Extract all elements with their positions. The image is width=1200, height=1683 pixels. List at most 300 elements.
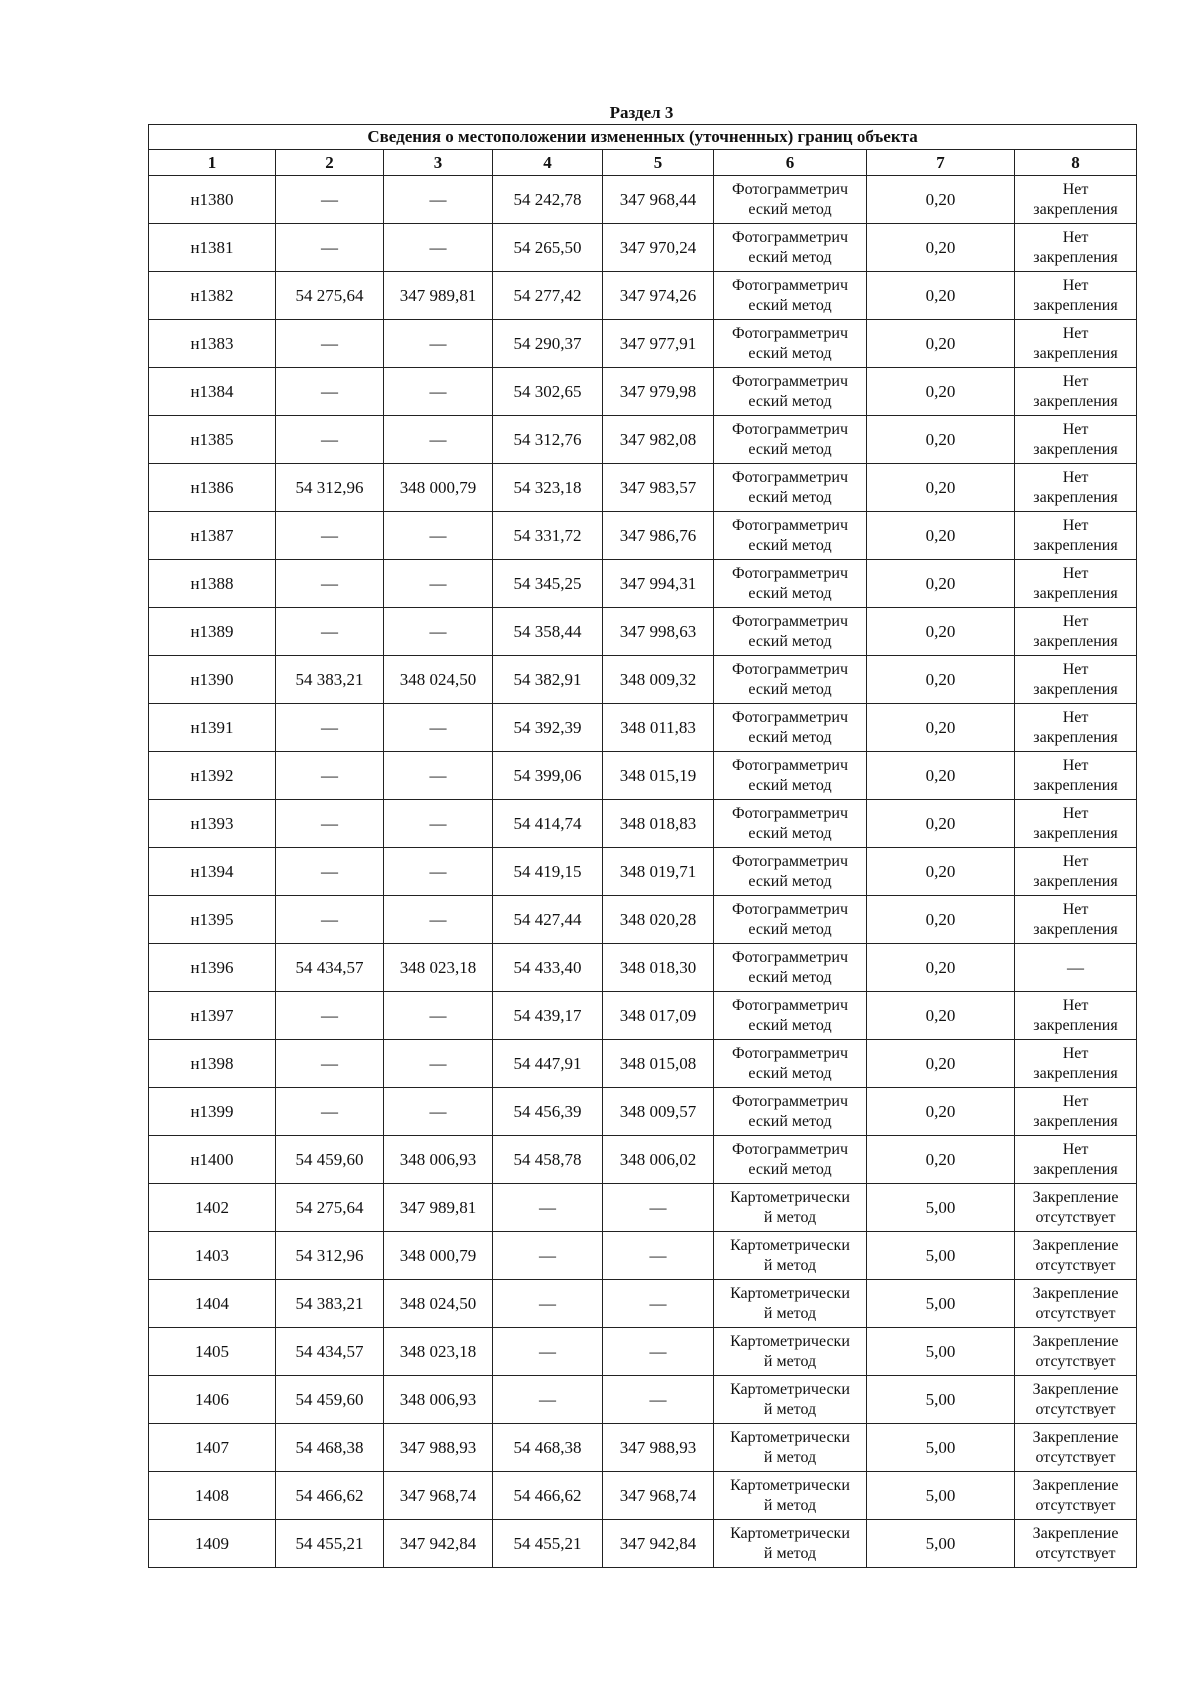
cell-line: закрепления	[1033, 1064, 1118, 1082]
table-cell: —	[276, 176, 384, 224]
table-cell: 347 968,74	[384, 1472, 493, 1520]
cell-line: Закрепление	[1032, 1188, 1119, 1206]
cell-line: еский метод	[748, 584, 832, 602]
table-cell: 54 455,21	[276, 1520, 384, 1568]
table-cell: —	[384, 416, 493, 464]
cell-line: Нет	[1062, 852, 1089, 870]
cell-line: Закрепление	[1032, 1236, 1119, 1254]
table-row	[149, 272, 1137, 320]
table-cell: 5,00	[867, 1472, 1015, 1520]
table-cell	[714, 368, 867, 416]
table-cell: 348 023,18	[384, 1328, 493, 1376]
table-cell: —	[276, 848, 384, 896]
table-row	[149, 416, 1137, 464]
cell-line: Нет	[1062, 228, 1089, 246]
table-cell: 5,00	[867, 1328, 1015, 1376]
table-cell: —	[603, 1328, 714, 1376]
table-cell: 0,20	[867, 464, 1015, 512]
cell-line: Фотограмметрич	[731, 1140, 849, 1158]
cell-line: закрепления	[1033, 536, 1118, 554]
table-cell	[714, 1328, 867, 1376]
table-row	[149, 944, 1137, 992]
column-header: 3	[384, 150, 493, 176]
table-row	[149, 176, 1137, 224]
table-cell	[1015, 1088, 1137, 1136]
table-cell	[714, 1232, 867, 1280]
table-cell	[714, 1376, 867, 1424]
cell-line: Фотограмметрич	[731, 852, 849, 870]
cell-line: закрепления	[1033, 200, 1118, 218]
column-header: 6	[714, 150, 867, 176]
cell-line: Фотограмметрич	[731, 660, 849, 678]
column-header: 1	[149, 150, 276, 176]
table-cell	[714, 176, 867, 224]
table-cell	[714, 608, 867, 656]
table-cell: 54 382,91	[493, 656, 603, 704]
table-cell	[714, 848, 867, 896]
cell-line: й метод	[763, 1448, 817, 1466]
cell-line: Нет	[1062, 708, 1089, 726]
table-cell: н1396	[149, 944, 276, 992]
cell-line: Нет	[1062, 420, 1089, 438]
table-row	[149, 1232, 1137, 1280]
table-cell: —	[276, 1088, 384, 1136]
cell-line: Фотограмметрич	[731, 516, 849, 534]
table-cell: 54 399,06	[493, 752, 603, 800]
table-cell: 1409	[149, 1520, 276, 1568]
table-row	[149, 800, 1137, 848]
cell-line: й метод	[763, 1400, 817, 1418]
table-cell: 347 989,81	[384, 272, 493, 320]
table-cell: н1394	[149, 848, 276, 896]
table-cell	[714, 224, 867, 272]
table-cell: 347 979,98	[603, 368, 714, 416]
table-cell	[1015, 896, 1137, 944]
table-cell	[1015, 1472, 1137, 1520]
cell-line: Нет	[1062, 612, 1089, 630]
table-cell: 1405	[149, 1328, 276, 1376]
cell-line: закрепления	[1033, 344, 1118, 362]
cell-line: закрепления	[1033, 776, 1118, 794]
cell-line: отсутствует	[1035, 1352, 1116, 1370]
boundary-table	[148, 124, 1137, 1568]
column-header: 2	[276, 150, 384, 176]
table-cell: 348 024,50	[384, 656, 493, 704]
table-cell	[714, 1040, 867, 1088]
table-cell	[1015, 560, 1137, 608]
column-header: 5	[603, 150, 714, 176]
table-cell	[714, 1088, 867, 1136]
table-row	[149, 896, 1137, 944]
table-row	[149, 512, 1137, 560]
cell-line: й метод	[763, 1496, 817, 1514]
table-cell	[1015, 656, 1137, 704]
table-cell: 347 989,81	[384, 1184, 493, 1232]
cell-line: еский метод	[748, 488, 832, 506]
section-title: Раздел 3	[609, 103, 674, 122]
table-row	[149, 992, 1137, 1040]
cell-line: Закрепление	[1032, 1428, 1119, 1446]
table-cell: н1393	[149, 800, 276, 848]
table-cell	[1015, 1040, 1137, 1088]
table-cell: 348 024,50	[384, 1280, 493, 1328]
table-cell	[1015, 1424, 1137, 1472]
table-row	[149, 1520, 1137, 1568]
cell-line: Закрепление	[1032, 1332, 1119, 1350]
table-cell: 0,20	[867, 992, 1015, 1040]
cell-line: Фотограмметрич	[731, 756, 849, 774]
table-cell	[1015, 1136, 1137, 1184]
table-cell: 348 009,57	[603, 1088, 714, 1136]
cell-line: Фотограмметрич	[731, 324, 849, 342]
table-cell: 54 427,44	[493, 896, 603, 944]
table-cell: —	[493, 1232, 603, 1280]
cell-line: Нет	[1062, 1044, 1089, 1062]
table-cell: 347 968,74	[603, 1472, 714, 1520]
cell-line: еский метод	[748, 872, 832, 890]
cell-line: еский метод	[748, 632, 832, 650]
cell-line: Картометрически	[730, 1284, 850, 1302]
cell-line: еский метод	[748, 968, 832, 986]
cell-line: закрепления	[1033, 488, 1118, 506]
cell-line: Фотограмметрич	[731, 228, 849, 246]
table-cell: 0,20	[867, 944, 1015, 992]
table-cell: н1390	[149, 656, 276, 704]
table-cell: 5,00	[867, 1232, 1015, 1280]
table-cell: 54 419,15	[493, 848, 603, 896]
cell-line: Картометрически	[730, 1476, 850, 1494]
cell-line: еский метод	[748, 824, 832, 842]
table-cell: 54 275,64	[276, 272, 384, 320]
table-cell: 0,20	[867, 1088, 1015, 1136]
cell-line: Картометрически	[730, 1428, 850, 1446]
table-row	[149, 752, 1137, 800]
table-cell	[714, 1184, 867, 1232]
table-cell: 0,20	[867, 1040, 1015, 1088]
cell-line: Фотограмметрич	[731, 708, 849, 726]
cell-line: еский метод	[748, 440, 832, 458]
table-row	[149, 464, 1137, 512]
table-cell	[714, 1472, 867, 1520]
cell-line: закрепления	[1033, 1160, 1118, 1178]
table-cell: —	[276, 560, 384, 608]
cell-line: Нет	[1062, 276, 1089, 294]
table-cell: —	[276, 704, 384, 752]
table-cell: н1384	[149, 368, 276, 416]
table-cell: 348 015,08	[603, 1040, 714, 1088]
table-body	[149, 176, 1137, 1568]
cell-line: Нет	[1062, 1140, 1089, 1158]
table-cell	[1015, 224, 1137, 272]
column-header: 4	[493, 150, 603, 176]
table-cell: —	[384, 320, 493, 368]
table-cell: —	[276, 320, 384, 368]
table-cell: 54 439,17	[493, 992, 603, 1040]
table-cell: —	[603, 1376, 714, 1424]
cell-line: еский метод	[748, 1064, 832, 1082]
cell-line: отсутствует	[1035, 1256, 1116, 1274]
table-cell: —	[276, 608, 384, 656]
table-cell: н1385	[149, 416, 276, 464]
table-cell: —	[276, 1040, 384, 1088]
cell-line: еский метод	[748, 776, 832, 794]
cell-line: Фотограмметрич	[731, 180, 849, 198]
table-cell: 347 983,57	[603, 464, 714, 512]
table-cell: —	[384, 560, 493, 608]
table-cell	[714, 464, 867, 512]
table-row	[149, 704, 1137, 752]
cell-line: Нет	[1062, 660, 1089, 678]
column-header: 8	[1015, 150, 1137, 176]
table-row	[149, 1136, 1137, 1184]
table-cell: н1395	[149, 896, 276, 944]
cell-line: еский метод	[748, 392, 832, 410]
table-cell: 54 275,64	[276, 1184, 384, 1232]
cell-line: еский метод	[748, 296, 832, 314]
table-cell	[1015, 752, 1137, 800]
cell-line: отсутствует	[1035, 1496, 1116, 1514]
table-cell: 54 312,76	[493, 416, 603, 464]
table-cell: 347 977,91	[603, 320, 714, 368]
table-cell: 348 006,93	[384, 1136, 493, 1184]
cell-line: Фотограмметрич	[731, 804, 849, 822]
table-cell: 5,00	[867, 1280, 1015, 1328]
table-row	[149, 1424, 1137, 1472]
table-cell: —	[384, 1088, 493, 1136]
table-cell	[1015, 1232, 1137, 1280]
table-cell: н1389	[149, 608, 276, 656]
table-cell	[714, 800, 867, 848]
cell-line: еский метод	[748, 680, 832, 698]
table-cell: 347 970,24	[603, 224, 714, 272]
table-cell: 0,20	[867, 848, 1015, 896]
table-cell	[714, 1136, 867, 1184]
table-cell: —	[276, 368, 384, 416]
table-cell: н1380	[149, 176, 276, 224]
table-cell: 348 019,71	[603, 848, 714, 896]
table-cell: 54 459,60	[276, 1136, 384, 1184]
table-cell	[1015, 512, 1137, 560]
table-cell: 0,20	[867, 560, 1015, 608]
table-cell: 0,20	[867, 368, 1015, 416]
table-cell: 0,20	[867, 512, 1015, 560]
table-row	[149, 1040, 1137, 1088]
table-cell	[714, 1520, 867, 1568]
table-cell: 54 468,38	[276, 1424, 384, 1472]
cell-line: Нет	[1062, 372, 1089, 390]
table-cell: 1408	[149, 1472, 276, 1520]
cell-line: Фотограмметрич	[731, 564, 849, 582]
table-cell: 54 242,78	[493, 176, 603, 224]
cell-line: Картометрически	[730, 1380, 850, 1398]
cell-line: еский метод	[748, 536, 832, 554]
table-cell: 347 988,93	[603, 1424, 714, 1472]
table-cell: —	[384, 512, 493, 560]
table-cell: 5,00	[867, 1520, 1015, 1568]
table-cell: 348 006,02	[603, 1136, 714, 1184]
table-cell	[1015, 320, 1137, 368]
cell-line: закрепления	[1033, 440, 1118, 458]
table-cell	[1015, 464, 1137, 512]
table-cell	[1015, 704, 1137, 752]
cell-line: закрепления	[1033, 728, 1118, 746]
table-cell: 0,20	[867, 752, 1015, 800]
table-cell: 347 988,93	[384, 1424, 493, 1472]
table-caption: Сведения о местоположении измененных (уточненных) границ объекта	[149, 125, 1137, 150]
table-cell: 348 023,18	[384, 944, 493, 992]
table-row	[149, 1280, 1137, 1328]
cell-line: еский метод	[748, 1112, 832, 1130]
table-row	[149, 608, 1137, 656]
table-cell: —	[276, 752, 384, 800]
table-cell: н1397	[149, 992, 276, 1040]
table-cell	[714, 704, 867, 752]
cell-line: отсутствует	[1035, 1400, 1116, 1418]
table-cell: 54 466,62	[276, 1472, 384, 1520]
table-cell: 54 447,91	[493, 1040, 603, 1088]
cell-line: Фотограмметрич	[731, 420, 849, 438]
table-cell: н1398	[149, 1040, 276, 1088]
cell-line: Картометрически	[730, 1332, 850, 1350]
table-cell: 347 998,63	[603, 608, 714, 656]
table-cell: 54 323,18	[493, 464, 603, 512]
table-cell: 348 011,83	[603, 704, 714, 752]
table-cell	[714, 320, 867, 368]
cell-line: Закрепление	[1032, 1284, 1119, 1302]
table-cell: 54 459,60	[276, 1376, 384, 1424]
table-row	[149, 368, 1137, 416]
table-cell: 347 994,31	[603, 560, 714, 608]
table-cell	[714, 512, 867, 560]
table-cell	[714, 896, 867, 944]
table-cell: н1392	[149, 752, 276, 800]
table-cell	[1015, 608, 1137, 656]
cell-line: закрепления	[1033, 248, 1118, 266]
table-cell: н1383	[149, 320, 276, 368]
table-cell: 1407	[149, 1424, 276, 1472]
cell-line: закрепления	[1033, 680, 1118, 698]
table-cell: 348 000,79	[384, 464, 493, 512]
table-cell: 1404	[149, 1280, 276, 1328]
table-cell: 347 974,26	[603, 272, 714, 320]
cell-line: закрепления	[1033, 824, 1118, 842]
table-cell	[714, 416, 867, 464]
table-cell: —	[384, 752, 493, 800]
table-cell	[1015, 992, 1137, 1040]
cell-line: Нет	[1062, 900, 1089, 918]
cell-line: Фотограмметрич	[731, 468, 849, 486]
cell-line: й метод	[763, 1208, 817, 1226]
table-cell: 347 968,44	[603, 176, 714, 224]
cell-line: закрепления	[1033, 872, 1118, 890]
cell-line: еский метод	[748, 248, 832, 266]
table-cell: 54 414,74	[493, 800, 603, 848]
cell-line: отсутствует	[1035, 1208, 1116, 1226]
table-row	[149, 560, 1137, 608]
table-cell: —	[603, 1232, 714, 1280]
table-row	[149, 1376, 1137, 1424]
table-cell	[714, 992, 867, 1040]
cell-line: Закрепление	[1032, 1476, 1119, 1494]
table-cell: 54 312,96	[276, 1232, 384, 1280]
table-cell: 54 434,57	[276, 944, 384, 992]
table-cell: 347 982,08	[603, 416, 714, 464]
cell-line: закрепления	[1033, 584, 1118, 602]
table-cell: н1382	[149, 272, 276, 320]
table-cell: 54 302,65	[493, 368, 603, 416]
table-cell: —	[276, 416, 384, 464]
table-cell: —	[384, 608, 493, 656]
table-cell: 54 358,44	[493, 608, 603, 656]
table-cell: 1406	[149, 1376, 276, 1424]
table-cell	[714, 944, 867, 992]
cell-line: Закрепление	[1032, 1380, 1119, 1398]
cell-line: Картометрически	[730, 1524, 850, 1542]
table-cell: —	[493, 1280, 603, 1328]
table-cell: —	[1015, 944, 1137, 992]
table-cell: 348 018,30	[603, 944, 714, 992]
table-cell: 1403	[149, 1232, 276, 1280]
cell-line: еский метод	[748, 200, 832, 218]
cell-line: Нет	[1062, 180, 1089, 198]
cell-line: закрепления	[1033, 1016, 1118, 1034]
cell-line: й метод	[763, 1304, 817, 1322]
cell-line: Нет	[1062, 564, 1089, 582]
table-cell: —	[603, 1184, 714, 1232]
cell-line: й метод	[763, 1256, 817, 1274]
cell-line: Нет	[1062, 804, 1089, 822]
cell-line: еский метод	[748, 728, 832, 746]
table-cell: 347 942,84	[384, 1520, 493, 1568]
table-cell	[1015, 272, 1137, 320]
table-cell: 5,00	[867, 1184, 1015, 1232]
table-cell: н1381	[149, 224, 276, 272]
cell-line: еский метод	[748, 1016, 832, 1034]
cell-line: Нет	[1062, 1092, 1089, 1110]
table-row	[149, 1184, 1137, 1232]
table-cell: 54 392,39	[493, 704, 603, 752]
table-cell	[1015, 1280, 1137, 1328]
cell-line: Закрепление	[1032, 1524, 1119, 1542]
table-cell	[1015, 1520, 1137, 1568]
table-cell: 348 017,09	[603, 992, 714, 1040]
table-cell: 0,20	[867, 416, 1015, 464]
table-cell: —	[384, 368, 493, 416]
table-cell	[1015, 800, 1137, 848]
table-cell	[714, 1280, 867, 1328]
table-cell: н1399	[149, 1088, 276, 1136]
table-cell: 54 468,38	[493, 1424, 603, 1472]
cell-line: Фотограмметрич	[731, 996, 849, 1014]
table-row	[149, 656, 1137, 704]
table-cell: н1388	[149, 560, 276, 608]
table-cell: 0,20	[867, 176, 1015, 224]
cell-line: Нет	[1062, 756, 1089, 774]
table-cell: 54 455,21	[493, 1520, 603, 1568]
table-cell	[1015, 1184, 1137, 1232]
table-cell: 348 018,83	[603, 800, 714, 848]
table-cell	[1015, 368, 1137, 416]
table-row	[149, 320, 1137, 368]
cell-line: й метод	[763, 1352, 817, 1370]
cell-line: Фотограмметрич	[731, 1092, 849, 1110]
table-cell	[714, 1424, 867, 1472]
table-cell: —	[276, 800, 384, 848]
table-cell: 54 466,62	[493, 1472, 603, 1520]
table-cell: —	[603, 1280, 714, 1328]
table-cell	[1015, 416, 1137, 464]
table-cell: 348 015,19	[603, 752, 714, 800]
